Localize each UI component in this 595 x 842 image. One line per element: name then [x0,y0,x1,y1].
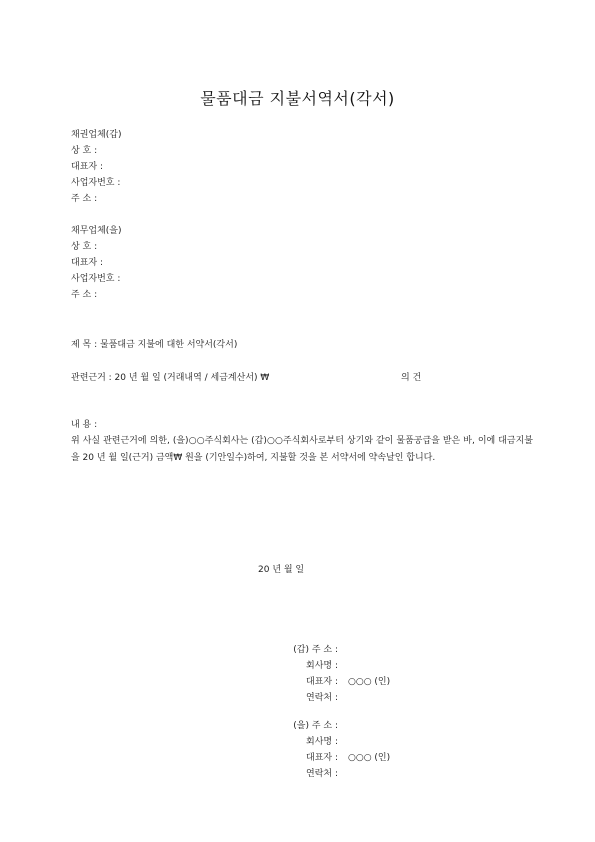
party-b-representative-label: 대표자 : [306,753,338,763]
basis-suffix: 의 건 [401,373,422,383]
creditor-address-field: 주 소 : [71,194,98,204]
creditor-section [71,127,122,207]
creditor-business-number-field: 사업자번호 : [71,178,121,188]
creditor-name-field: 상 호 : [71,146,98,156]
signature-block-party-b [272,718,472,782]
debtor-business-number-field: 사업자번호 : [71,274,121,284]
debtor-address-field: 주 소 : [71,290,98,300]
party-b-company-label: 회사명 : [306,737,338,747]
document-title: 물품대금 지불서역서(각서) [200,89,395,108]
party-a-company-label: 회사명 : [306,661,338,671]
content-heading: 내 용 : [71,420,98,430]
party-b-contact-label: 연락처 : [306,769,338,779]
party-b-representative-value: ○○○ (인) [348,753,391,763]
subject-line: 제 목 : 물품대금 지불에 대한 서약서(각서) [71,340,238,350]
basis-line: 관련근거 : 20 년 월 일 (거래내역 / 세금계산서) ₩ [71,373,270,383]
party-a-contact-label: 연락처 : [306,693,338,703]
signature-block-party-a [272,642,472,706]
party-b-address-label: (을) 주 소 : [293,721,338,731]
creditor-heading: 채권업체(갑) [71,130,122,140]
party-a-address-label: (갑) 주 소 : [293,645,338,655]
debtor-representative-field: 대표자 : [71,258,103,268]
creditor-representative-field: 대표자 : [71,162,103,172]
debtor-section [71,223,122,303]
date-line: 20 년 월 일 [258,565,305,575]
debtor-heading: 채무업체(을) [71,226,122,236]
party-a-representative-value: ○○○ (인) [348,677,391,687]
content-body: 위 사실 관련근거에 의한, (을)○○주식회사는 (갑)○○주식회사로부터 상기와 같이 물품공급을 받은 바, 이에 대금지불을 20 년 월 일(근거) 금액₩ 원을 (기안일수)하여, 지불할 것을 본 서약서에 약속날인 합니다. [71,436,533,463]
debtor-name-field: 상 호 : [71,242,98,252]
party-a-representative-label: 대표자 : [306,677,338,687]
